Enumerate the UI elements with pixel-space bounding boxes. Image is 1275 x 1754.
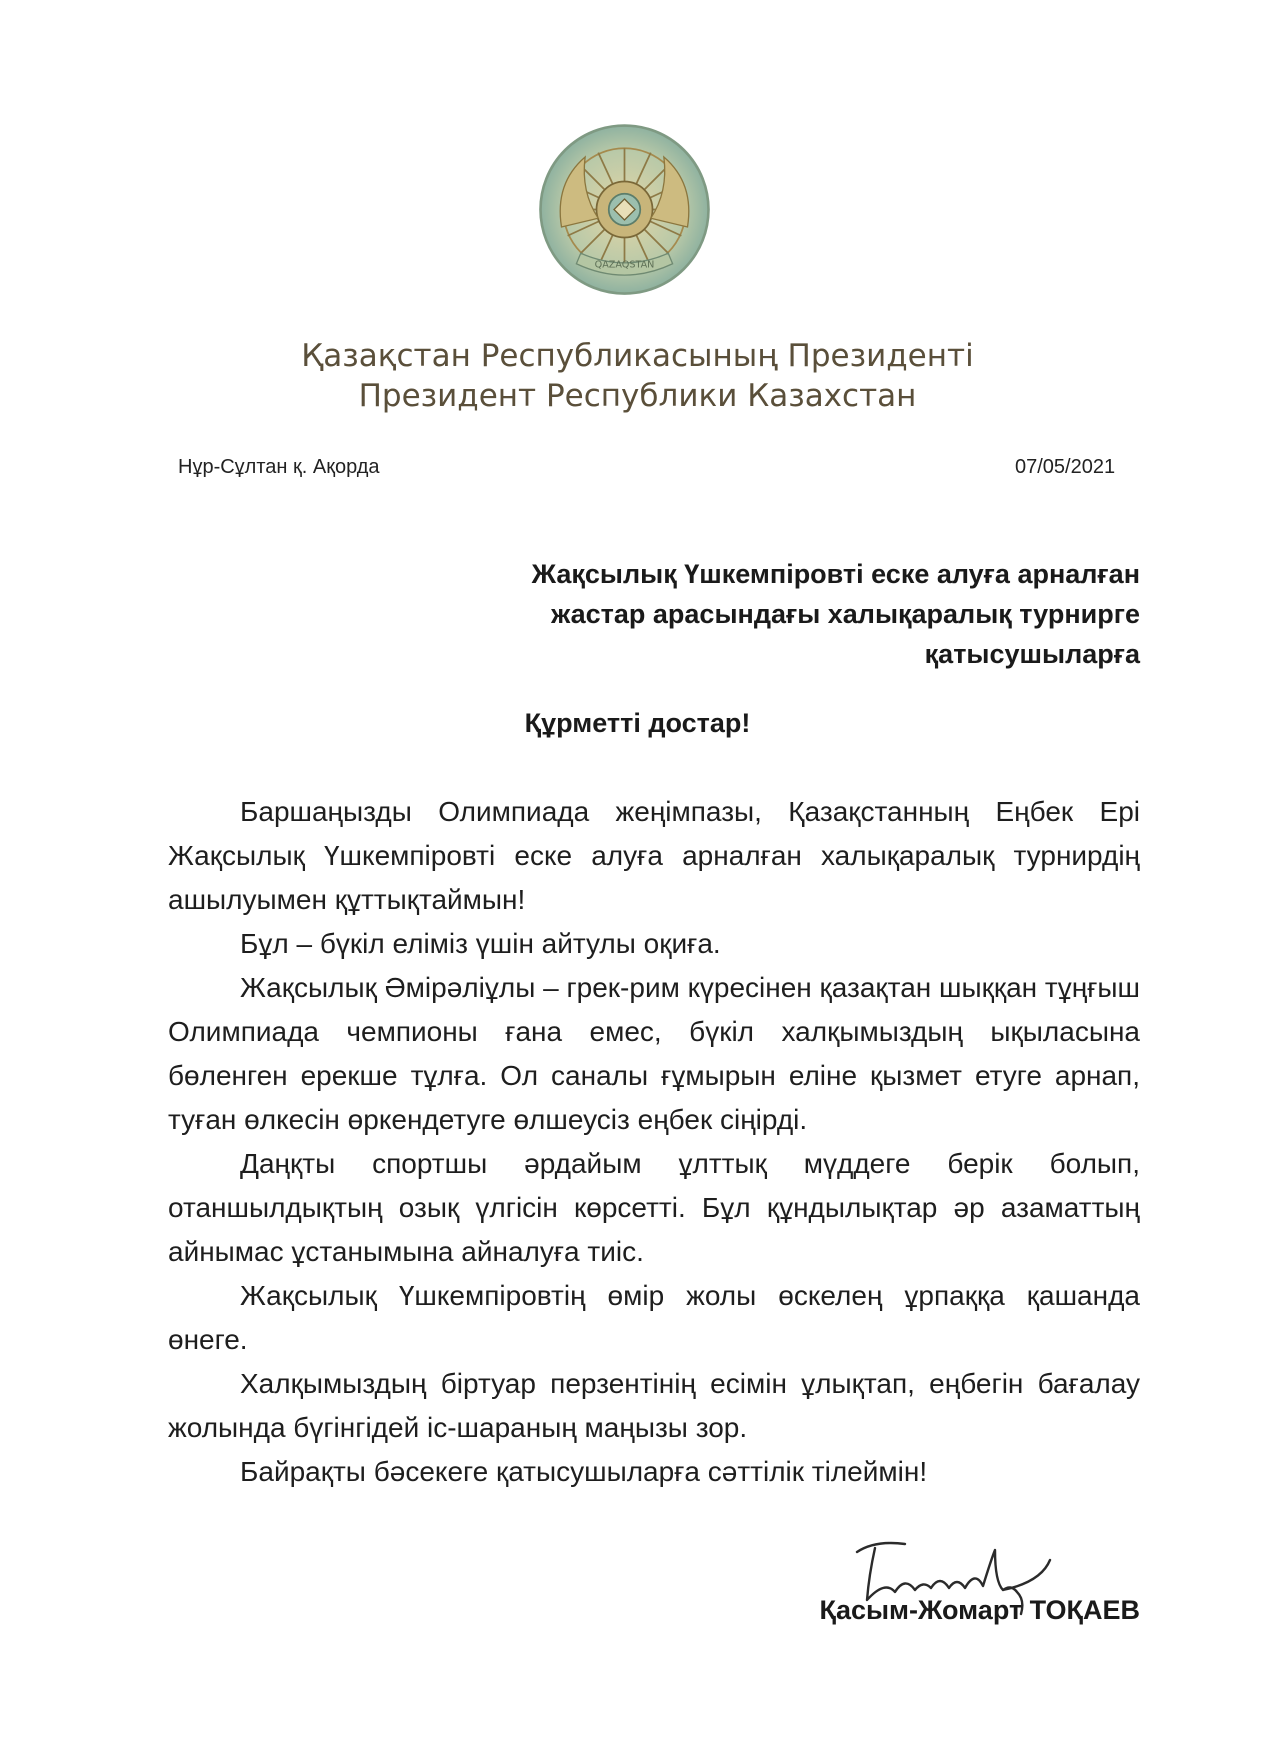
- letter-body: [168, 790, 1140, 1494]
- signer-name: Қасым-Жомарт ТОҚАЕВ: [819, 1595, 1140, 1625]
- body-paragraph: Жақсылық Үшкемпіровтің өмір жолы өскелең ұрпаққа қашанда өнеге.: [168, 1280, 1140, 1355]
- document-date: 07/05/2021: [1015, 456, 1116, 478]
- body-paragraph: Бұл – бүкіл еліміз үшін айтулы оқиға.: [240, 928, 721, 959]
- addressee-line: Жақсылық Үшкемпіровті еске алуға арналған: [531, 559, 1140, 589]
- salutation: Құрметті достар!: [524, 708, 751, 738]
- body-paragraph: Байрақты бәсекеге қатысушыларға сәттілік тілеймін!: [240, 1456, 928, 1487]
- addressee-block: [300, 554, 1140, 674]
- addressee-line: қатысушыларға: [924, 639, 1140, 669]
- office-title-kazakh: Қазақстан Республикасының Президенті: [301, 338, 974, 374]
- state-emblem-icon: [537, 122, 712, 297]
- body-paragraph: Баршаңызды Олимпиада жеңімпазы, Қазақстанның Еңбек Ері Жақсылық Үшкемпіровті еске алуға арналған халықаралық турнирдің ашылуымен құттықтаймын!: [168, 796, 1140, 915]
- emblem-graphic: [537, 122, 712, 297]
- body-paragraph: Жақсылық Әмірәліұлы – грек-рим күресінен қазақтан шыққан тұңғыш Олимпиада чемпионы ғана емес, бүкіл халқымыздың ықыласына бөленген ерекше тұлға. Ол саналы ғұмырын еліне қызмет етуге арнап, туған өлкесін өркендетуге өлшеусіз еңбек сіңірді.: [168, 972, 1140, 1135]
- svg-text:QAZAQSTAN: QAZAQSTAN: [594, 259, 655, 271]
- body-paragraph: Даңқты спортшы әрдайым ұлттық мүддеге берік болып, отаншылдықтың озық үлгісін көрсетті. Бұл құндылықтар әр азаматтың айнымас ұстанымына айналуға тиіс.: [168, 1148, 1140, 1267]
- addressee-line: жастар арасындағы халықаралық турнирге: [551, 599, 1140, 629]
- office-title-russian: Президент Республики Казахстан: [358, 378, 917, 414]
- place-of-issue: Нұр-Сұлтан қ. Ақорда: [178, 456, 380, 478]
- body-paragraph: Халқымыздың біртуар перзентінің есімін ұлықтап, еңбегін бағалау жолында бүгінгідей іс-шараның маңызы зор.: [168, 1368, 1140, 1443]
